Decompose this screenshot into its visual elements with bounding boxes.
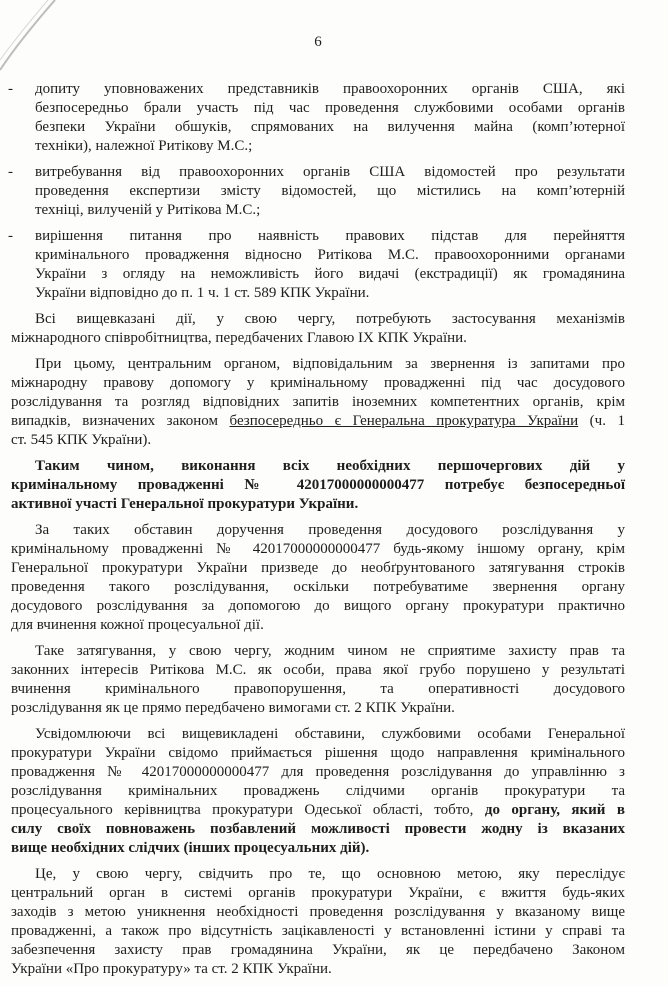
text-line	[35, 182, 625, 201]
text-segment: проведення такого розслідування, оскільки потребуватиме звернення органу	[11, 579, 625, 595]
text-segment: випадків, визначених законом	[11, 413, 230, 429]
text-line	[11, 521, 625, 540]
text-segment: вирішення питання про наявність правових підстав для перейняття	[35, 228, 625, 244]
text-segment: Усвідомлюючи всі вищевикладені обставини, службовими особами Генеральної	[35, 726, 625, 742]
bullet-item	[8, 163, 625, 220]
text-line	[35, 201, 625, 220]
text-line	[11, 699, 625, 718]
page-number	[0, 33, 668, 52]
text-line	[11, 960, 625, 979]
document-body	[8, 80, 625, 986]
text-segment: провадження № 42017000000000477 для проведення розслідування до управлінню з	[11, 764, 625, 780]
text-segment: України відповідно до п. 1 ч. 1 ст. 589 КПК України.	[35, 285, 370, 301]
text-line	[11, 355, 625, 374]
text-line	[35, 265, 625, 284]
text-segment: техніці, вилученій у Ритікова М.С.;	[35, 202, 261, 218]
text-line	[11, 616, 625, 635]
text-line	[11, 725, 625, 744]
text-segment: України «Про прокуратуру» та ст. 2 КПК України.	[11, 961, 332, 977]
text-segment: безпеки України обшуків, спрямованих на вилучення майна (комп’ютерної	[35, 119, 625, 135]
bullet-item	[8, 227, 625, 303]
text-segment: При цьому, центральним органом, відповідальним за звернення із запитами про	[35, 356, 625, 372]
text-line	[11, 744, 625, 763]
text-line	[11, 922, 625, 941]
text-line	[11, 680, 625, 699]
text-line	[11, 540, 625, 559]
paragraph	[11, 521, 625, 635]
text-segment: Всі вищевказані дії, у свою чергу, потребують застосування механізмів	[35, 311, 625, 327]
text-segment: досудового розслідування за допомогою до вищого органу прокуратури практично	[11, 598, 625, 614]
bullet-dash: -	[8, 228, 13, 244]
text-line	[11, 941, 625, 960]
bullet-dash: -	[8, 164, 13, 180]
text-line	[35, 118, 625, 137]
text-segment: техніки), належної Ритікову М.С.;	[35, 138, 253, 154]
paragraph	[11, 355, 625, 450]
paragraph	[11, 310, 625, 348]
text-segment: проведення експертизи змісту відомостей, що містились на комп’ютерній	[35, 183, 625, 199]
text-segment: (ч. 1	[578, 413, 625, 429]
text-segment: міжнародну правову допомогу у кримінальному провадженні під час досудового	[11, 375, 625, 391]
bullet-dash: -	[8, 81, 13, 97]
text-line	[11, 476, 625, 495]
text-segment: центральний орган в системі органів прокуратури України, є вжиття будь-яких	[11, 885, 625, 901]
text-segment: За таких обставин доручення проведення досудового розслідування у	[35, 522, 625, 538]
text-line	[11, 884, 625, 903]
text-segment: активної участі Генеральної прокуратури України.	[11, 496, 359, 512]
text-line	[35, 99, 625, 118]
text-line	[35, 284, 625, 303]
text-segment: кримінальному провадженні № 42017000000000477 будь-якому іншому органу, крім	[11, 541, 625, 557]
bullet-item	[8, 80, 625, 156]
text-segment: розслідування як це прямо передбачено вимогами ст. 2 КПК України.	[11, 700, 455, 716]
text-line	[11, 329, 625, 348]
text-segment: витребування від правоохоронних органів США відомостей про результати	[35, 164, 625, 180]
underlined-text: безпосередньо є Генеральна прокуратура України	[229, 413, 579, 429]
text-segment: вчинення кримінального правопорушення, та оперативності досудового	[11, 681, 625, 697]
text-line	[11, 412, 625, 431]
text-line	[11, 495, 625, 514]
text-segment: заходів з метою уникнення необхідності проведення розслідування у вказаному вище	[11, 904, 625, 920]
text-segment: Таким чином, виконання всіх необхідних першочергових дій у	[35, 458, 625, 474]
paragraph	[11, 725, 625, 858]
text-line	[11, 820, 625, 839]
text-segment: Це, у свою чергу, свідчить про те, що основною метою, яку переслідує	[35, 866, 625, 882]
text-line	[11, 642, 625, 661]
text-line	[11, 559, 625, 578]
page-number-text: 6	[314, 34, 322, 50]
paragraph	[11, 865, 625, 979]
text-line	[11, 839, 625, 858]
text-segment: Генеральної прокуратури України призведе до необґрунтованого затягування строків	[11, 560, 625, 576]
text-segment: ст. 545 КПК України).	[11, 432, 152, 448]
text-segment: кримінальному провадженні № 42017000000000477 потребує безпосередньої	[11, 477, 625, 493]
text-line	[11, 801, 625, 820]
text-line	[11, 310, 625, 329]
text-segment: України з огляду на неможливість його видачі (екстрадиції) як громадянина	[35, 266, 625, 282]
text-segment: для вчинення кожної процесуальної дії.	[11, 617, 264, 633]
text-segment: розслідування кримінальних проваджень слідчими органів прокуратури та	[11, 783, 625, 799]
text-line	[11, 578, 625, 597]
text-line	[11, 393, 625, 412]
text-line	[11, 865, 625, 884]
bold-text: до органу, який в	[484, 802, 625, 818]
text-line	[11, 903, 625, 922]
text-line	[35, 227, 625, 246]
text-line	[11, 597, 625, 616]
text-line	[35, 137, 625, 156]
text-segment: безпосередньо брали участь під час проведення службовими особами органів	[35, 100, 625, 116]
text-segment: процесуального керівництва прокуратури Одеської області, тобто,	[11, 802, 485, 818]
text-segment: міжнародного співробітництва, передбачених Главою IX КПК України.	[11, 330, 467, 346]
text-line	[11, 763, 625, 782]
text-segment: кримінального провадження відносно Ритікова М.С. правоохоронними органами	[35, 247, 625, 263]
text-line	[35, 246, 625, 265]
text-line	[35, 163, 625, 182]
bold-text: вище необхідних слідчих (інших процесуальних дій).	[11, 840, 370, 856]
text-segment: провадженні, а також про відсутність зацікавленості у встановленні істини у справі та	[11, 923, 625, 939]
text-segment: законних інтересів Ритікова М.С. як особи, права якої грубо порушено у результаті	[11, 662, 625, 678]
text-segment: прокуратури України свідомо приймається рішення щодо направлення кримінального	[11, 745, 625, 761]
text-line	[11, 431, 625, 450]
text-segment: розслідування та розгляд відповідних запитів іноземних компетентних органів, крім	[11, 394, 625, 410]
text-line	[11, 457, 625, 476]
text-segment: забезпечення захисту прав громадянина України, як це передбачено Законом	[11, 942, 625, 958]
text-segment: Таке затягування, у свою чергу, жодним чином не сприятиме захисту прав та	[35, 643, 625, 659]
text-line	[35, 80, 625, 99]
text-segment: допиту уповноважених представників правоохоронних органів США, які	[35, 81, 625, 97]
text-line	[11, 661, 625, 680]
text-line	[11, 374, 625, 393]
paragraph	[11, 457, 625, 514]
bold-text: силу своїх повноважень позбавлений можливості провести жодну із вказаних	[11, 821, 625, 837]
paragraph	[11, 642, 625, 718]
text-line	[11, 782, 625, 801]
